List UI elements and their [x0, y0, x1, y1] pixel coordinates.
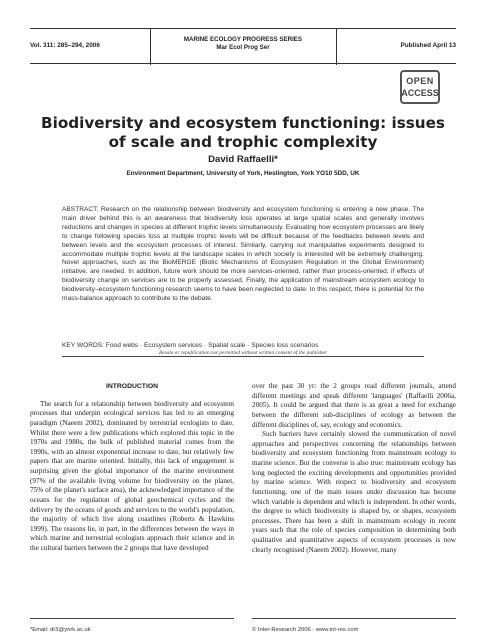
open-access-logo	[400, 70, 440, 104]
article-title: Biodiversity and ecosystem functioning: issues of scale and trophic complexity	[41, 114, 445, 151]
published-date: Published April 13	[400, 42, 456, 49]
open-access-line2: ACCESS	[401, 88, 439, 98]
abstract-rule	[62, 356, 424, 357]
header-divider-right	[336, 29, 337, 65]
journal-name: MARINE ECOLOGY PROGRESS SERIES	[183, 36, 303, 43]
paragraph: over the past 30 yr: the 2 groups read different journals, attend different meetings and speak different 'languages' (Raffaelli 2006a, 2005). It could be argued that there is as great a need for exchange between the different sub-disciplines of ecology as between the different disciplines of, say, ecology and economics.	[252, 382, 456, 429]
republication-note	[62, 350, 424, 356]
volume-pages: Vol. 311: 285–294, 2006	[30, 42, 100, 49]
republication-note-text: Resale or republication not permitted without written consent of the publisher	[156, 350, 330, 356]
body-column-right	[252, 382, 456, 555]
body-column-left	[30, 382, 234, 554]
article-author: David Raffaelli*	[208, 154, 278, 165]
journal-header	[30, 28, 456, 64]
footer-rule	[252, 618, 456, 619]
copyright-notice: © Inter-Research 2006 · www.int-res.com	[252, 627, 359, 633]
paragraph: Such barriers have certainly slowed the communication of novel approaches and perspectives concerning the relationships between biodiversity and ecosystem functioning from mainstream ecology to marine science. But the converse is also true: mainstream ecology has long neglected the exciting developments and opportunities provided by marine science. With respect to biodiversity and ecosystem functioning, one of the main issues under discussion has become which variable is dependent and which is independent. In other words, the degree to which biodiversity is shaped by, or shapes, ecosystem processes. There has been a shift in mainstream ecology in recent years such that the role of species composition in determining both qualitative and quantitative aspects of ecosystem processes is now clearly recognised (Naeem 2002). However, many	[252, 430, 456, 554]
keywords: KEY WORDS: Food webs · Ecosystem services · Spatial scale · Species loss scenarios	[62, 342, 319, 349]
footnote-rule	[30, 618, 234, 619]
open-access-line1: OPEN	[406, 76, 434, 86]
journal-title-block	[150, 36, 336, 52]
section-heading-introduction: INTRODUCTION	[105, 383, 159, 390]
paragraph: The search for a relationship between biodiversity and ecosystem processes that underpin ecological services has led to an emerging paradigm (Naeem 2002), dominated by terrestrial ecologists to date. Whilst there were a few publications which explored this topic in the 1970s and 1980s, the bulk of published material comes from the 1990s, with an almost exponential increase to date, but relatively few papers that are marine oriented. Initially, this lack of engagement is surprising given the global importance of the marine environment (97% of the available living volume for biodiversity on the planet, 75% of the planet's surface area), the acknowledged importance of the oceans for the regulation of global geochemical cycles and the delivery by the oceans of goods and services to the world's population, the majority of which live along coastlines (Roberts & Hawkins 1999). The reasons lie, in part, in the differences between the ways in which marine and terrestrial ecologists approach their science and in the cultural barriers between the 2 groups that have developed	[30, 399, 234, 552]
author-email: *Email: dr3@york.ac.uk	[30, 627, 91, 633]
abstract: ABSTRACT: Research on the relationship between biodiversity and ecosystem functioning is entering a new phase. The main driver behind this is an awareness that biodiversity loss operates at large spatial scales and generally involves reductions and changes in species at different trophic levels simultaneously. Evaluating how ecosystem processes are likely to change following species loss at multiple trophic levels will be difficult because of the feedbacks between levels and between levels and the ecosystem processes of interest. Similarly, carrying out manipulative experiments designed to accommodate multiple trophic levels at the landscape scales in which society is interested will be extremely challenging. Novel approaches, such as the BioMERGE (Biotic Mechanisms of Ecosystem Regulation in the Global Environment) initiative, are needed. In addition, future work should be more services-oriented, rather than process-oriented, if effects of biodiversity change on services are to be properly assessed. Finally, the application of mainstream ecosystem ecology to biodiversity–ecosystem functioning research seems to have been neglected to date. In this respect, there is potential for the mass-balance approach to contribute to the debate.	[62, 206, 424, 303]
journal-abbrev: Mar Ecol Prog Ser	[216, 44, 270, 51]
author-affiliation: Environment Department, University of York, Heslington, York YO10 5DD, UK	[126, 170, 360, 177]
